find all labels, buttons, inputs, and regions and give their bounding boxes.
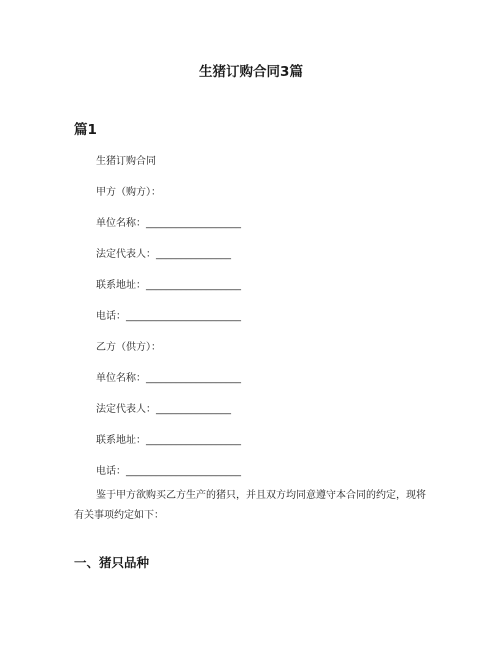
party-a-unit-name: 单位名称：___________________: [96, 218, 241, 229]
party-a-legal-rep: 法定代表人：_______________: [96, 249, 231, 260]
party-a-phone: 电话：_______________________: [96, 311, 241, 322]
contract-name: 生猪订购合同: [96, 156, 156, 167]
section-heading: 篇1: [74, 122, 97, 138]
party-b-label: 乙方（供方）：: [96, 342, 161, 353]
party-a-address: 联系地址：___________________: [96, 280, 241, 291]
party-b-unit-name: 单位名称：___________________: [96, 373, 241, 384]
party-b-legal-rep: 法定代表人：_______________: [96, 404, 231, 415]
party-b-address: 联系地址：___________________: [96, 435, 241, 446]
clause-1-heading: 一、猪只品种: [74, 555, 150, 570]
preamble-paragraph: 鉴于甲方欲购买乙方生产的猪只，并且双方均同意遵守本合同的约定，现将有关事项约定如下：: [74, 490, 426, 521]
party-a-label: 甲方（购方）：: [96, 187, 161, 198]
document-title: 生猪订购合同3篇: [199, 64, 303, 80]
party-b-phone: 电话：_______________________: [96, 466, 241, 477]
